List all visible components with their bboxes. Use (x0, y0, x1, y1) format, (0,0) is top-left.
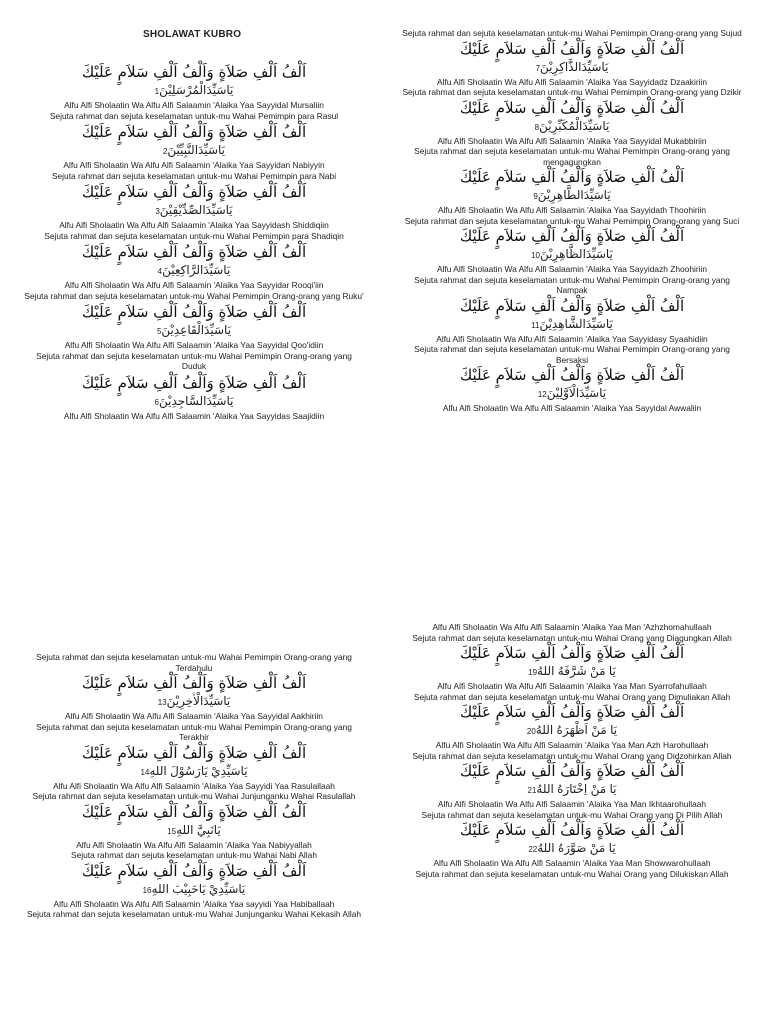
arabic-ending: يَاسَيِّدَالْمُرْسَلِيْنَ (159, 83, 234, 97)
arabic-line: اَلْفُ اَلْفِ صَلاَةٍ وَاَلْفُ اَلْفِ سَلاَمٍ عَلَيْكَ (459, 644, 685, 662)
arabic-ending: يَانَبِيَّ اللهِ (176, 822, 221, 837)
arabic-ending: يَاسَيِّدَالرَّاكِعِيْنَ (162, 263, 231, 277)
verse-number: 9 (533, 192, 538, 201)
arabic-verse (24, 243, 364, 280)
arabic-line-end (24, 881, 364, 899)
sholawat-entry (24, 243, 364, 301)
arabic-ending: يَاسَيِّدَالسَّاجِدِيْنَ (158, 393, 234, 408)
arabic-line: اَلْفُ اَلْفِ صَلاَةٍ وَاَلْفُ اَلْفِ سَلاَمٍ عَلَيْكَ (459, 168, 685, 186)
sholawat-entry (24, 722, 364, 792)
indonesian-meaning: Sejuta rahmat dan sejuta keselamatan untuk-mu Wahai Pemimpin Orang-orang yang Duduk (36, 350, 352, 371)
latin-transliteration: Alfu Alfi Sholaatin Wa Alfu Alfi Salaamin 'Alaika Yaa Sayyidal Aakhiriin (65, 711, 323, 721)
indonesian-meaning: Sejuta rahmat dan sejuta keselamatan untuk-mu Wahai Pemimpin para Rasul (49, 110, 339, 121)
arabic-verse (24, 63, 364, 100)
arabic-ending: يَاسَيِّدَالْقَاعِدِيْنَ (161, 323, 232, 337)
indonesian-meaning: Sejuta rahmat dan sejuta keselamatan untuk-mu Wahai Pemimpin para Nabi (51, 170, 337, 181)
arabic-line: اَلْفُ اَلْفِ صَلاَةٍ وَاَلْفُ اَلْفِ سَلاَمٍ عَلَيْكَ (459, 39, 685, 58)
arabic-line: اَلْفُ اَلْفِ صَلاَةٍ وَاَلْفُ اَلْفِ سَلاَمٍ عَلَيْكَ (81, 183, 307, 201)
quadrant-top-right (402, 28, 742, 414)
indonesian-meaning: Sejuta rahmat dan sejuta keselamatan untuk-mu Wahai Orang yang Dimuliakan Allah (413, 691, 731, 702)
arabic-line-end (24, 822, 364, 840)
sholawat-entry (402, 87, 742, 146)
sholawat-entry (402, 681, 742, 740)
arabic-verse (402, 703, 742, 740)
verse-number: 19 (528, 668, 538, 677)
arabic-line: اَلْفُ اَلْفِ صَلاَةٍ وَاَلْفُ اَلْفِ سَلاَمٍ عَلَيْكَ (459, 98, 685, 117)
sholawat-entry (24, 652, 364, 722)
arabic-ending: يَاسَيِّدَالشَّاهِدِيْنَ (539, 316, 613, 331)
verse-number: 8 (534, 122, 540, 132)
latin-transliteration: Alfu Alfi Sholaatin Wa Alfu Alfi Salaamin 'Alaika Yaa Sayyidasy Syaahidiin (436, 333, 708, 344)
arabic-line-end (24, 693, 364, 711)
arabic-ending: يَاسَيِّدِيْ يَاحَبِيْبَ اللهِ (151, 881, 246, 896)
arabic-verse (24, 303, 364, 340)
indonesian-meaning: Sejuta rahmat dan sejuta keselamatan untuk-mu Wahai Orang yang Didzohirkan Allah (412, 750, 732, 761)
arabic-ending: يَاسَيِّدَالذَّاكِرِيْنَ (540, 59, 609, 74)
arabic-verse (402, 99, 742, 136)
arabic-verse (24, 674, 364, 711)
latin-transliteration: Alfu Alfi Sholaatin Wa Alfu Alfi Salaamin 'Alaika Yaa Sayyidal Qoo'idiin (64, 340, 324, 350)
arabic-line-end (402, 722, 742, 740)
sholawat-entry (402, 146, 742, 216)
arabic-line-end (402, 59, 742, 77)
sholawat-entry (24, 183, 364, 241)
arabic-line: اَلْفُ اَلْفِ صَلاَةٍ وَاَلْفُ اَلْفِ سَلاَمٍ عَلَيْكَ (459, 296, 685, 315)
arabic-line: اَلْفُ اَلْفِ صَلاَةٍ وَاَلْفُ اَلْفِ سَلاَمٍ عَلَيْكَ (81, 743, 307, 762)
arabic-line-end (402, 663, 742, 681)
latin-transliteration: Alfu Alfi Sholaatin Wa Alfu Alfi Salaamin 'Alaika Yaa Man Syarrofahullaah (437, 681, 707, 691)
arabic-line: اَلْفُ اَلْفِ صَلاَةٍ وَاَلْفُ اَلْفِ سَلاَمٍ عَلَيْكَ (81, 243, 307, 261)
indonesian-meaning: Sejuta rahmat dan sejuta keselamatan untuk-mu Wahai Pemimpin para Shadiqin (44, 230, 344, 241)
quadrant-top-left (24, 62, 364, 423)
arabic-line-end (402, 187, 742, 205)
verse-number: 13 (157, 698, 167, 707)
verse-number: 7 (535, 63, 541, 73)
arabic-line-end (24, 82, 364, 100)
arabic-line: اَلْفُ اَلْفِ صَلاَةٍ وَاَلْفُ اَلْفِ سَلاَمٍ عَلَيْكَ (81, 123, 307, 141)
latin-transliteration: Alfu Alfi Sholaatin Wa Alfu Alfi Salaamin 'Alaika Yaa Sayyidal Mursaliin (64, 100, 324, 110)
latin-transliteration: Alfu Alfi Sholaatin Wa Alfu Alfi Salaamin 'Alaika Yaa Man 'Azhzhomahullaah (432, 622, 712, 632)
verse-number: 6 (154, 397, 159, 407)
arabic-ending: يَا مَنْ اِخْتَارَهُ اللهُ (536, 782, 617, 796)
latin-transliteration: Alfu Alfi Sholaatin Wa Alfu Alfi Salaamin 'Alaika Yaa Nabiyyallah (76, 839, 312, 850)
arabic-line-end (24, 763, 364, 781)
verse-number: 1 (154, 87, 160, 96)
latin-transliteration: Alfu Alfi Sholaatin Wa Alfu Alfi Salaamin 'Alaika Yaa Sayyidas Saajidiin (63, 410, 325, 421)
arabic-line-end (402, 840, 742, 858)
arabic-verse (402, 40, 742, 77)
sholawat-entry (24, 374, 364, 422)
verse-number: 3 (155, 207, 160, 216)
latin-transliteration: Alfu Alfi Sholaatin Wa Alfu Alfi Salaamin 'Alaika Yaa Sayyidazh Zhoohiriin (436, 264, 708, 274)
arabic-line-end (402, 118, 742, 136)
arabic-line: اَلْفُ اَلْفِ صَلاَةٍ وَاَلْفُ اَلْفِ سَلاَمٍ عَلَيْكَ (459, 366, 685, 384)
sholawat-entry (402, 344, 742, 414)
arabic-line: اَلْفُ اَلْفِ صَلاَةٍ وَاَلْفُ اَلْفِ سَلاَمٍ عَلَيْكَ (81, 373, 307, 392)
arabic-verse (24, 803, 364, 840)
latin-transliteration: Alfu Alfi Sholaatin Wa Alfu Alfi Salaamin 'Alaika Yaa Sayyidal Awwaliin (442, 403, 702, 413)
latin-transliteration: Alfu Alfi Sholaatin Wa Alfu Alfi Salaamin 'Alaika Yaa sayyidi Yaa Habiballaah (53, 898, 335, 909)
arabic-ending: يَاسَيِّدَالظَّاهِرِيْنَ (540, 247, 613, 261)
verse-number: 14 (140, 767, 150, 777)
sholawat-entry (402, 622, 742, 681)
arabic-line-end (24, 393, 364, 411)
sholawat-entry (402, 799, 742, 858)
quadrant-bottom-left (24, 652, 364, 920)
arabic-ending: يَاسَيِّدِيْ يَارَسُوْلَ اللهِ (149, 763, 248, 778)
arabic-ending: يَاسَيِّدَالْاَوَّلِيْنَ (546, 386, 607, 400)
arabic-verse (402, 227, 742, 264)
arabic-verse (402, 297, 742, 334)
indonesian-meaning: Sejuta rahmat dan sejuta keselamatan untuk-mu Wahai Junjunganku Wahai Kekasih Allah (26, 909, 362, 919)
indonesian-meaning: Sejuta rahmat dan sejuta keselamatan untuk-mu Wahai Pemimpin Orang-orang yang Bersaksi (414, 344, 730, 365)
arabic-line: اَلْفُ اَلْفِ صَلاَةٍ وَاَلْفُ اَلْفِ سَلاَمٍ عَلَيْكَ (81, 861, 307, 880)
arabic-line: اَلْفُ اَلْفِ صَلاَةٍ وَاَلْفُ اَلْفِ سَلاَمٍ عَلَيْكَ (459, 821, 685, 839)
latin-transliteration: Alfu Alfi Sholaatin Wa Alfu Alfi Salaamin 'Alaika Yaa Sayyidan Nabiyyin (63, 160, 325, 170)
sholawat-entry (24, 303, 364, 372)
arabic-line: اَلْفُ اَلْفِ صَلاَةٍ وَاَلْفُ اَلْفِ سَلاَمٍ عَلَيْكَ (81, 63, 307, 81)
indonesian-meaning: Sejuta rahmat dan sejuta keselamatan untuk-mu Wahai Pemimpin Orang-orang yang mengagungkan (414, 146, 730, 167)
arabic-line: اَلْفُ اَلْفِ صَلاَةٍ وَاَلْفُ اَلْفِ سَلاَمٍ عَلَيْكَ (459, 227, 685, 245)
arabic-line-end (24, 262, 364, 280)
verse-number: 15 (167, 826, 177, 836)
latin-transliteration: Alfu Alfi Sholaatin Wa Alfu Alfi Salaamin 'Alaika Yaa Sayyidath Thoohiriin (437, 205, 707, 215)
arabic-verse (24, 862, 364, 899)
arabic-ending: يَاسَيِّدَالْاٰخِرِيْنَ (166, 694, 231, 708)
arabic-verse (402, 168, 742, 205)
arabic-verse (402, 644, 742, 681)
verse-number: 11 (531, 320, 540, 330)
latin-transliteration: Alfu Alfi Sholaatin Wa Alfu Alfi Salaamin 'Alaika Yaa Sayyidadz Dzaakiriin (436, 76, 708, 87)
indonesian-meaning: Sejuta rahmat dan sejuta keselamatan untuk-mu Wahai Orang yang Di Pilih Allah (421, 809, 723, 820)
arabic-line-end (402, 385, 742, 403)
arabic-verse (24, 744, 364, 781)
indonesian-meaning: Sejuta rahmat dan sejuta keselamatan untuk-mu Wahai Pemimpin Orang-orang yang Terdahulu (36, 652, 352, 673)
arabic-line: اَلْفُ اَلْفِ صَلاَةٍ وَاَلْفُ اَلْفِ سَلاَمٍ عَلَيْكَ (459, 703, 685, 721)
latin-transliteration: Alfu Alfi Sholaatin Wa Alfu Alfi Salaamin 'Alaika Yaa Sayyidi Yaa Rasulallaah (53, 780, 335, 791)
arabic-verse (402, 762, 742, 799)
indonesian-meaning: Sejuta rahmat dan sejuta keselamatan untuk-mu Wahai Orang yang Diagungkan Allah (412, 632, 732, 643)
indonesian-meaning: Sejuta rahmat dan sejuta keselamatan untuk-mu Wahai Pemimpin Orang-orang yang Dzikir (402, 87, 742, 97)
sholawat-entry (24, 850, 364, 909)
indonesian-meaning: Sejuta rahmat dan sejuta keselamatan untuk-mu Wahai Pemimpin Orang-orang yang Ruku' (24, 290, 364, 301)
arabic-line-end (402, 246, 742, 264)
sholawat-entry (402, 28, 742, 87)
verse-number: 5 (156, 327, 162, 336)
indonesian-meaning: Sejuta rahmat dan sejuta keselamatan untuk-mu Wahai Orang yang Dilukiskan Allah (415, 868, 729, 879)
verse-number: 2 (162, 147, 168, 156)
arabic-line-end (24, 322, 364, 340)
indonesian-meaning: Sejuta rahmat dan sejuta keselamatan untuk-mu Wahai Pemimpin Orang-orang yang Nampak (414, 274, 730, 295)
sholawat-entry (402, 740, 742, 799)
arabic-line-end (402, 781, 742, 799)
latin-transliteration: Alfu Alfi Sholaatin Wa Alfu Alfi Salaamin 'Alaika Yaa Man Ikhtaarohullaah (437, 799, 707, 809)
arabic-line-end (402, 316, 742, 334)
sholawat-entry (24, 791, 364, 850)
arabic-verse (24, 183, 364, 220)
sholawat-entry (24, 63, 364, 121)
indonesian-meaning: Sejuta rahmat dan sejuta keselamatan untuk-mu Wahai Pemimpin Orang-orang yang Sujud (402, 28, 742, 38)
arabic-ending: يَاسَيِّدَالطَّاهِرِيْنَ (537, 188, 611, 202)
verse-number: 12 (537, 390, 547, 399)
sholawat-entry (402, 216, 742, 275)
arabic-line: اَلْفُ اَلْفِ صَلاَةٍ وَاَلْفُ اَلْفِ سَلاَمٍ عَلَيْكَ (81, 802, 307, 821)
arabic-verse (402, 366, 742, 403)
verse-number: 22 (528, 845, 538, 854)
indonesian-meaning: Sejuta rahmat dan sejuta keselamatan untuk-mu Wahai Junjunganku Wahai Rasulallah (32, 791, 356, 801)
arabic-line-end (24, 142, 364, 160)
arabic-ending: يَاسَيِّدَالصِّدِّيْقِيْنَ (159, 203, 233, 217)
arabic-ending: يَا مَنْ صَوَّرَهُ اللهُ (537, 841, 616, 855)
verse-number: 21 (527, 786, 537, 795)
latin-transliteration: Alfu Alfi Sholaatin Wa Alfu Alfi Salaamin 'Alaika Yaa Sayyidar Rooqi'iin (64, 280, 324, 290)
sholawat-entry (24, 123, 364, 181)
arabic-line-end (24, 202, 364, 220)
arabic-verse (402, 821, 742, 858)
latin-transliteration: Alfu Alfi Sholaatin Wa Alfu Alfi Salaamin 'Alaika Yaa Sayyidash Shiddiqiin (59, 220, 329, 230)
quadrant-bottom-right (402, 622, 742, 879)
arabic-verse (24, 374, 364, 411)
latin-transliteration: Alfu Alfi Sholaatin Wa Alfu Alfi Salaamin 'Alaika Yaa Man Showwarohullaah (433, 858, 711, 868)
indonesian-meaning: Sejuta rahmat dan sejuta keselamatan untuk-mu Wahai Nabi Allah (71, 850, 317, 860)
verse-number: 4 (157, 267, 163, 276)
sholawat-entry (402, 275, 742, 345)
verse-number: 10 (531, 251, 540, 260)
indonesian-meaning: Sejuta rahmat dan sejuta keselamatan untuk-mu Wahai Pemimpin Orang-orang yang Terakhir (36, 721, 352, 742)
arabic-ending: يَاسَيِّدَالْمُكَبِّرِيْنَ (539, 118, 610, 133)
arabic-verse (24, 123, 364, 160)
arabic-line: اَلْفُ اَلْفِ صَلاَةٍ وَاَلْفُ اَلْفِ سَلاَمٍ عَلَيْكَ (459, 762, 685, 780)
arabic-ending: يَا مَنْ شَرَّفَهُ اللهُ (537, 664, 616, 678)
arabic-ending: يَا مَنْ اَظْهَرَهُ اللهُ (535, 723, 618, 737)
arabic-line: اَلْفُ اَلْفِ صَلاَةٍ وَاَلْفُ اَلْفِ سَلاَمٍ عَلَيْكَ (81, 674, 307, 692)
latin-transliteration: Alfu Alfi Sholaatin Wa Alfu Alfi Salaamin 'Alaika Yaa Sayyidal Mukabbiriin (437, 135, 707, 146)
latin-transliteration: Alfu Alfi Sholaatin Wa Alfu Alfi Salaamin 'Alaika Yaa Man Azh Harohullaah (435, 740, 709, 750)
arabic-ending: يَاسَيِّدَالنَّبِيِّيْنَ (167, 143, 226, 157)
indonesian-meaning: Sejuta rahmat dan sejuta keselamatan untuk-mu Wahai Pemimpin Orang-orang yang Suci (404, 215, 740, 226)
arabic-line: اَلْفُ اَلْفِ صَلاَةٍ وَاَلْفُ اَلْفِ سَلاَمٍ عَلَيْكَ (81, 303, 307, 321)
verse-number: 16 (142, 885, 152, 895)
page-title: SHOLAWAT KUBRO (143, 29, 242, 40)
verse-number: 20 (526, 727, 536, 736)
